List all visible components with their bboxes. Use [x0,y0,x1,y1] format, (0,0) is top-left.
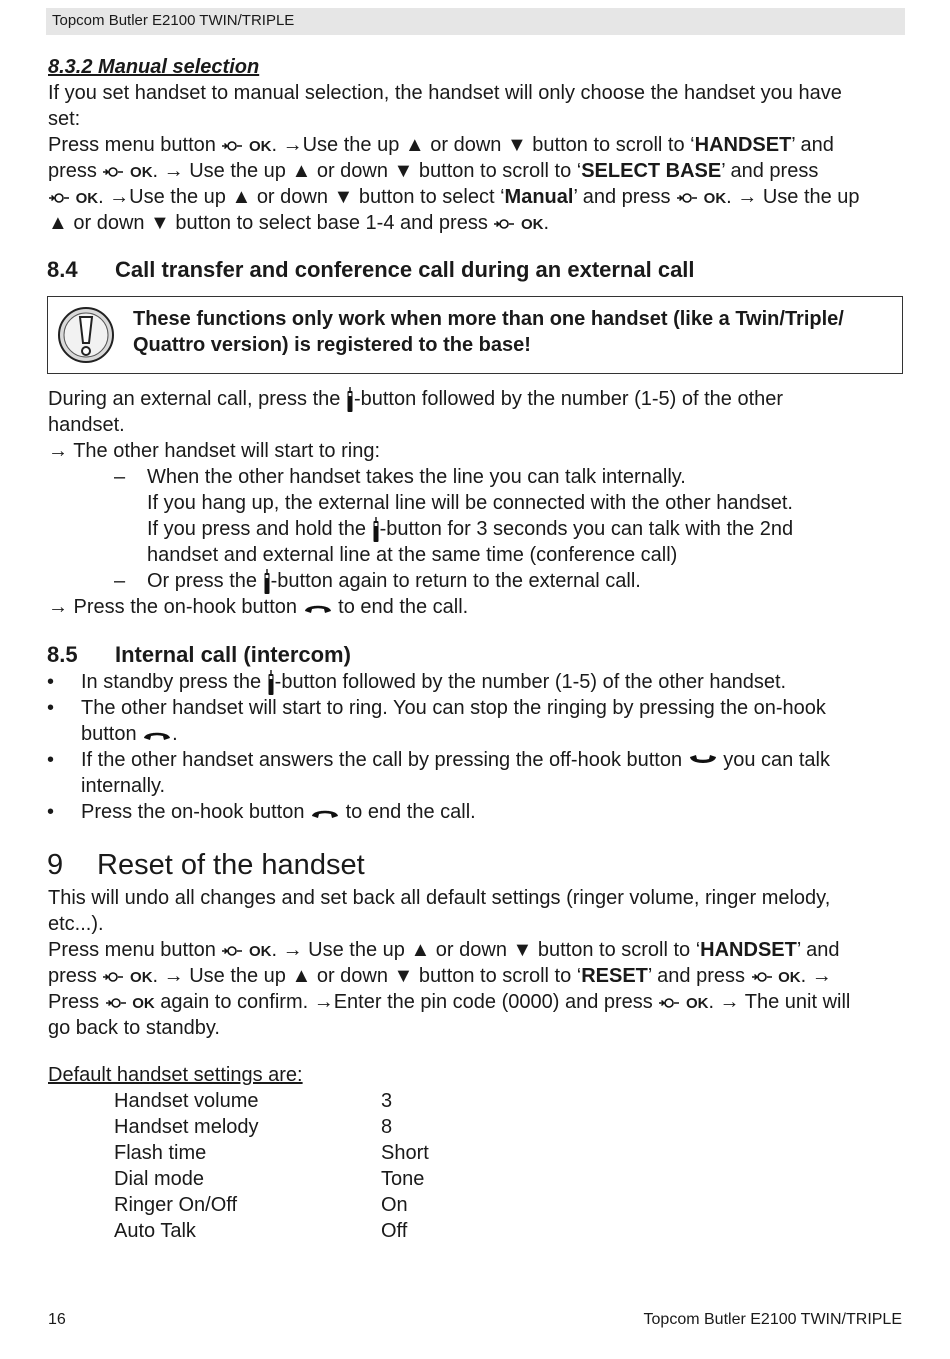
keyword: SELECT BASE [581,160,722,182]
menu-button-icon [658,995,680,1011]
page-number: 16 [48,1311,66,1328]
phone-handset-icon [372,517,380,543]
keyword: Manual [504,186,574,208]
ok-label: OK [249,943,272,960]
setting-value: 3 [381,1090,393,1112]
list-item [81,721,178,747]
dash-marker: – [114,570,126,592]
text: -button again to return to the external call. [270,570,641,592]
footer-title: Topcom Butler E2100 TWIN/TRIPLE [643,1311,902,1328]
text: Press menu button [48,939,222,961]
section-number: 8.4 [47,257,78,282]
ok-label: OK [130,969,153,986]
ok-label: OK [685,995,709,1012]
paragraph-line: If you set handset to manual selection, the handset will only choose the handset you have [48,82,842,104]
on-hook-icon [310,806,340,820]
keyword: HANDSET [694,134,792,156]
text: ’ and press [721,160,819,182]
keyword: HANDSET [700,939,797,961]
menu-button-icon [676,190,698,206]
paragraph-line [48,963,832,991]
bullet: • [47,801,55,823]
menu-button-icon [105,995,127,1011]
menu-button-icon [102,164,124,180]
text: Press menu button [48,134,222,156]
text: . [543,212,550,234]
phone-handset-icon [346,387,354,413]
bullet: • [47,671,55,693]
ok-label: OK [75,190,99,207]
paragraph-line [48,386,783,413]
text: Or press the [147,570,263,592]
paragraph-line [48,210,549,238]
text: . [172,723,178,745]
section-number: 8.5 [47,642,78,667]
text: to end the call. [340,801,476,823]
text: During an external call, press the [48,388,346,410]
setting-name: Handset melody [114,1116,259,1138]
text: ’ and [796,939,840,961]
paragraph-line: set: [48,108,81,130]
text: . → The unit will [708,991,851,1013]
text: . → Use the up [726,186,860,208]
text: . → Use the up ▲ or down ▼ button to scroll to ‘ [271,939,701,961]
list-item [81,669,786,696]
paragraph-line: etc...). [48,913,104,935]
ok-label: OK [703,190,727,207]
setting-name: Auto Talk [114,1220,196,1242]
paragraph-line [48,132,834,160]
text: ’ and [791,134,834,156]
phone-handset-icon [267,670,275,696]
section-832-title: 8.3.2 Manual selection [48,56,260,78]
setting-name: Dial mode [114,1168,205,1190]
text: Press [48,991,105,1013]
paragraph-line [48,937,839,965]
text: button [81,723,143,745]
text: again to confirm. →Enter the pin code (0000) and press [154,991,659,1013]
phone-handset-icon [263,569,271,595]
ok-label: OK [778,969,801,986]
setting-value: 8 [381,1116,393,1138]
header-bar [46,8,905,35]
ok-label: OK [520,216,544,233]
section-number: 9 [47,849,64,881]
dash-marker: – [114,466,126,488]
text: → Press the on-hook button [48,596,303,618]
list-item [81,799,476,825]
paragraph-line [48,158,818,186]
bullet: • [47,749,55,771]
paragraph-line [147,568,641,595]
ok-label: OK [132,995,155,1012]
menu-button-icon [48,190,70,206]
paragraph-line [48,989,850,1017]
keyword: RESET [581,965,648,987]
list-item: The other handset will start to ring. You can stop the ringing by pressing the on-hook [81,697,826,719]
list-item: internally. [81,775,166,797]
ok-label: OK [249,138,272,155]
section-84-heading [47,256,695,284]
text: Press the on-hook button [81,801,311,823]
text: . →Use the up ▲ or down ▼ button to scroll to ‘ [271,134,695,156]
text: ▲ or down ▼ button to select base 1-4 and press [48,212,494,234]
setting-value: Off [381,1220,408,1242]
paragraph-line [48,184,860,212]
text: -button followed by the number (1-5) of the other handset. [274,671,787,693]
text: In standby press the [81,671,267,693]
paragraph-line: → The other handset will start to ring: [48,440,381,462]
section-title: Call transfer and conference call during an external call [115,257,695,282]
text: . → [800,965,832,987]
exclamation-icon [56,305,116,365]
paragraph-line [147,516,793,543]
paragraph-line: This will undo all changes and set back all default settings (ringer volume, ringer melody, [48,887,831,909]
text: press [48,965,103,987]
text: -button for 3 seconds you can talk with the 2nd [379,518,794,540]
menu-button-icon [221,943,243,959]
text: to end the call. [332,596,469,618]
paragraph-line: When the other handset takes the line you can talk internally. [147,466,686,488]
bullet: • [47,697,55,719]
paragraph-line: handset and external line at the same time (conference call) [147,544,678,566]
note-text [133,306,844,358]
setting-value: Tone [381,1168,425,1190]
text: you can talk [717,749,830,771]
header-title: Topcom Butler E2100 TWIN/TRIPLE [52,12,295,29]
menu-button-icon [493,216,515,232]
text: . →Use the up ▲ or down ▼ button to select ‘ [98,186,505,208]
setting-name: Flash time [114,1142,207,1164]
menu-button-icon [751,969,773,985]
text: If the other handset answers the call by pressing the off-hook button [81,749,688,771]
text: . → Use the up ▲ or down ▼ button to scroll to ‘ [152,965,582,987]
on-hook-icon [303,601,333,615]
menu-button-icon [221,138,243,154]
text: . → Use the up ▲ or down ▼ button to scroll to ‘ [152,160,582,182]
off-hook-icon [688,754,718,768]
paragraph-line [48,594,468,620]
section-title: Reset of the handset [97,849,365,881]
ok-label: OK [130,164,153,181]
note-box [47,296,903,374]
text: If you press and hold the [147,518,372,540]
note-line: These functions only work when more than one handset (like a Twin/Triple/ [133,308,844,330]
text: press [48,160,103,182]
setting-name: Ringer On/Off [114,1194,238,1216]
setting-value: Short [381,1142,429,1164]
list-item [81,747,830,773]
setting-name: Handset volume [114,1090,259,1112]
section-85-heading [47,641,351,669]
section-title: Internal call (intercom) [115,642,351,667]
text: ’ and press [573,186,677,208]
text: -button followed by the number (1-5) of the other [353,388,784,410]
paragraph-line: go back to standby. [48,1017,220,1039]
setting-value: On [381,1194,408,1216]
note-line: Quattro version) is registered to the base! [133,334,531,356]
section-9-heading [47,848,365,882]
paragraph-line: handset. [48,414,125,436]
menu-button-icon [102,969,124,985]
defaults-title: Default handset settings are: [48,1064,303,1086]
on-hook-icon [142,728,172,742]
text: ’ and press [647,965,751,987]
paragraph-line: If you hang up, the external line will be connected with the other handset. [147,492,793,514]
